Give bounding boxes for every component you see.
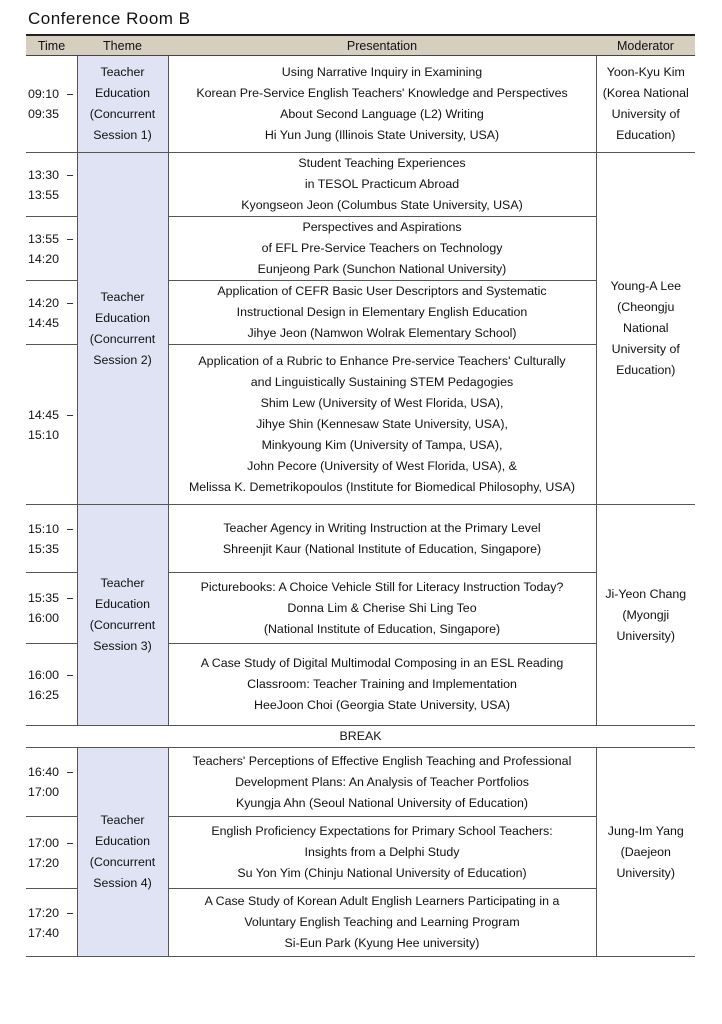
theme-line: (Concurrent: [89, 107, 156, 121]
theme-cell: [77, 748, 168, 957]
moderator-cell: [596, 153, 695, 505]
end-time: 09:35: [28, 107, 60, 121]
time-dash: [67, 598, 73, 599]
theme-line: Session 1): [93, 128, 152, 142]
theme-line: Teacher: [100, 289, 145, 304]
presentation-cell: [168, 345, 596, 505]
start-time: 17:20: [28, 905, 60, 920]
presentation-line: Su Yon Yim (Chinju National University of Education): [237, 866, 527, 880]
start-line: [28, 84, 75, 104]
time-cell: [26, 217, 77, 281]
moderator-line: University of: [611, 342, 680, 356]
presentation-line: John Pecore (University of West Florida, USA), &: [247, 459, 517, 473]
presentation-cell: [168, 748, 596, 817]
presentation-cell: [168, 217, 596, 281]
presentation-line: Classroom: Teacher Training and Implementation: [247, 677, 517, 691]
moderator-line: National: [623, 321, 669, 335]
time-dash: [67, 675, 73, 676]
presentation-line: Si-Eun Park (Kyung Hee university): [284, 936, 480, 950]
start-time: 17:00: [28, 835, 60, 850]
presentation-line: Application of CEFR Basic User Descriptors and Systematic: [217, 284, 547, 298]
moderator-line: (Daejeon: [620, 844, 671, 859]
presentation-line: Eunjeong Park (Sunchon National University): [257, 262, 507, 276]
start-line: [28, 762, 75, 782]
presentation-line: A Case Study of Digital Multimodal Composing in an ESL Reading: [200, 656, 564, 670]
theme-line: (Concurrent: [89, 331, 156, 346]
end-time: 16:25: [28, 687, 60, 702]
presentation-line: Using Narrative Inquiry in Examining: [281, 65, 483, 79]
presentation-line: Minkyoung Kim (University of Tampa, USA),: [261, 438, 503, 452]
end-time: 17:00: [28, 785, 60, 799]
start-line: [28, 405, 75, 425]
moderator-line: Education): [616, 128, 676, 142]
presentation-line: Jihye Jeon (Namwon Wolrak Elementary School): [247, 326, 517, 340]
presentation-line: Picturebooks: A Choice Vehicle Still for Literacy Instruction Today?: [200, 579, 564, 594]
theme-line: Education: [94, 86, 151, 100]
theme-line: Session 2): [93, 352, 152, 367]
presentation-line: Melissa K. Demetrikopoulos (Institute for Biomedical Philosophy, USA): [188, 480, 576, 494]
moderator-line: Education): [616, 363, 676, 377]
moderator-line: Yoon-Kyu Kim: [606, 65, 685, 79]
presentation-line: Insights from a Delphi Study: [304, 845, 460, 859]
schedule-row: [26, 748, 695, 817]
schedule-row: [26, 505, 695, 573]
time-cell: [26, 56, 77, 153]
time-dash: [67, 843, 73, 844]
presentation-cell: [168, 817, 596, 889]
room-title: Conference Room B: [28, 9, 191, 28]
presentation-line: Application of a Rubric to Enhance Pre-service Teachers' Culturally: [198, 354, 566, 368]
time-cell: [26, 748, 77, 817]
time-cell: [26, 889, 77, 957]
moderator-line: University): [616, 865, 676, 880]
presentation-cell: [168, 644, 596, 726]
theme-line: (Concurrent: [89, 855, 156, 869]
presentation-cell: [168, 153, 596, 217]
start-line: [28, 833, 75, 853]
end-time: 17:20: [28, 855, 60, 870]
moderator-line: University of: [611, 107, 680, 121]
time-cell: [26, 573, 77, 644]
presentation-line: Student Teaching Experiences: [298, 156, 466, 170]
presentation-line: Instructional Design in Elementary English Education: [236, 305, 528, 319]
presentation-line: Donna Lim & Cherise Shi Ling Teo: [287, 600, 477, 615]
start-time: 13:30: [28, 167, 60, 182]
time-cell: [26, 345, 77, 505]
presentation-line: Shim Lew (University of West Florida, USA),: [260, 396, 504, 410]
presentation-line: Teachers' Perceptions of Effective English Teaching and Professional: [192, 753, 572, 768]
time-dash: [67, 239, 73, 240]
presentation-line: Shreenjit Kaur (National Institute of Education, Singapore): [222, 541, 542, 556]
theme-cell: [77, 505, 168, 726]
theme-line: Session 3): [93, 639, 152, 653]
presentation-line: Jihye Shin (Kennesaw State University, USA),: [256, 417, 508, 431]
schedule-table: [26, 34, 695, 957]
presentation-cell: [168, 281, 596, 345]
header-presentation: Presentation: [168, 35, 596, 56]
time-cell: [26, 281, 77, 345]
moderator-line: Young-A Lee: [610, 279, 681, 293]
theme-line: Education: [94, 597, 151, 611]
header-time: Time: [26, 35, 77, 56]
presentation-line: Voluntary English Teaching and Learning Program: [244, 915, 520, 929]
start-line: [28, 519, 75, 539]
presentation-line: Kyungja Ahn (Seoul National University of Education): [235, 795, 529, 810]
start-time: 15:35: [28, 591, 60, 605]
break-row: [26, 726, 695, 748]
moderator-cell: [596, 505, 695, 726]
moderator-line: University): [616, 628, 676, 643]
start-time: 16:40: [28, 765, 60, 779]
start-line: [28, 293, 75, 313]
theme-line: Teacher: [100, 813, 145, 827]
start-time: 14:20: [28, 295, 60, 310]
start-line: [28, 903, 75, 923]
presentation-line: Teacher Agency in Writing Instruction at the Primary Level: [223, 520, 541, 535]
time-dash: [67, 175, 73, 176]
presentation-line: Perspectives and Aspirations: [302, 220, 462, 234]
schedule-row: [26, 153, 695, 217]
presentation-cell: [168, 889, 596, 957]
time-cell: [26, 644, 77, 726]
end-time: 16:00: [28, 611, 60, 625]
time-cell: [26, 153, 77, 217]
time-dash: [67, 772, 73, 773]
end-time: 14:20: [28, 251, 60, 266]
presentation-cell: [168, 505, 596, 573]
start-line: [28, 588, 75, 608]
time-dash: [67, 303, 73, 304]
time-cell: [26, 817, 77, 889]
end-time: 13:55: [28, 187, 60, 202]
start-line: [28, 165, 75, 185]
header-theme: Theme: [77, 35, 168, 56]
moderator-cell: [596, 748, 695, 957]
moderator-line: Jung-Im Yang: [607, 823, 684, 838]
theme-line: Teacher: [100, 65, 145, 79]
end-time: 15:10: [28, 427, 60, 442]
end-time: 14:45: [28, 315, 60, 330]
moderator-line: (Myongji: [622, 607, 670, 622]
start-time: 15:10: [28, 521, 60, 536]
moderator-line: (Korea National: [602, 86, 689, 100]
presentation-cell: [168, 573, 596, 644]
start-time: 09:10: [28, 87, 60, 101]
theme-line: Session 4): [93, 876, 152, 890]
presentation-line: and Linguistically Sustaining STEM Pedagogies: [250, 375, 514, 389]
moderator-line: Ji-Yeon Chang: [605, 586, 687, 601]
theme-line: (Concurrent: [89, 618, 156, 632]
presentation-line: A Case Study of Korean Adult English Learners Participating in a: [204, 894, 560, 908]
start-time: 16:00: [28, 667, 60, 682]
schedule-row: [26, 56, 695, 153]
presentation-line: of EFL Pre-Service Teachers on Technology: [261, 241, 503, 255]
time-dash: [67, 415, 73, 416]
theme-line: Education: [94, 310, 151, 325]
break-label: BREAK: [26, 726, 695, 748]
theme-cell: [77, 153, 168, 505]
presentation-line: HeeJoon Choi (Georgia State University, USA): [254, 698, 510, 712]
moderator-cell: [596, 56, 695, 153]
start-time: 14:45: [28, 407, 60, 422]
presentation-line: English Proficiency Expectations for Primary School Teachers:: [211, 824, 553, 838]
moderator-line: (Cheongju: [617, 300, 675, 314]
theme-line: Education: [94, 834, 151, 848]
time-dash: [67, 94, 73, 95]
theme-line: Teacher: [100, 576, 145, 590]
header-row: [26, 35, 695, 56]
presentation-line: Development Plans: An Analysis of Teacher Portfolios: [235, 774, 529, 789]
end-time: 17:40: [28, 925, 60, 940]
header-moderator: Moderator: [596, 35, 695, 56]
presentation-line: Korean Pre-Service English Teachers' Knowledge and Perspectives: [196, 86, 568, 100]
presentation-line: Hi Yun Jung (Illinois State University, USA): [264, 128, 500, 142]
end-time: 15:35: [28, 541, 60, 556]
presentation-line: (National Institute of Education, Singapore): [263, 621, 501, 636]
presentation-line: in TESOL Practicum Abroad: [304, 177, 460, 191]
start-line: [28, 665, 75, 685]
start-time: 13:55: [28, 231, 60, 246]
presentation-line: Kyongseon Jeon (Columbus State University, USA): [241, 198, 523, 212]
theme-cell: [77, 56, 168, 153]
start-line: [28, 229, 75, 249]
time-dash: [67, 529, 73, 530]
presentation-cell: [168, 56, 596, 153]
time-cell: [26, 505, 77, 573]
presentation-line: About Second Language (L2) Writing: [280, 107, 484, 121]
time-dash: [67, 913, 73, 914]
